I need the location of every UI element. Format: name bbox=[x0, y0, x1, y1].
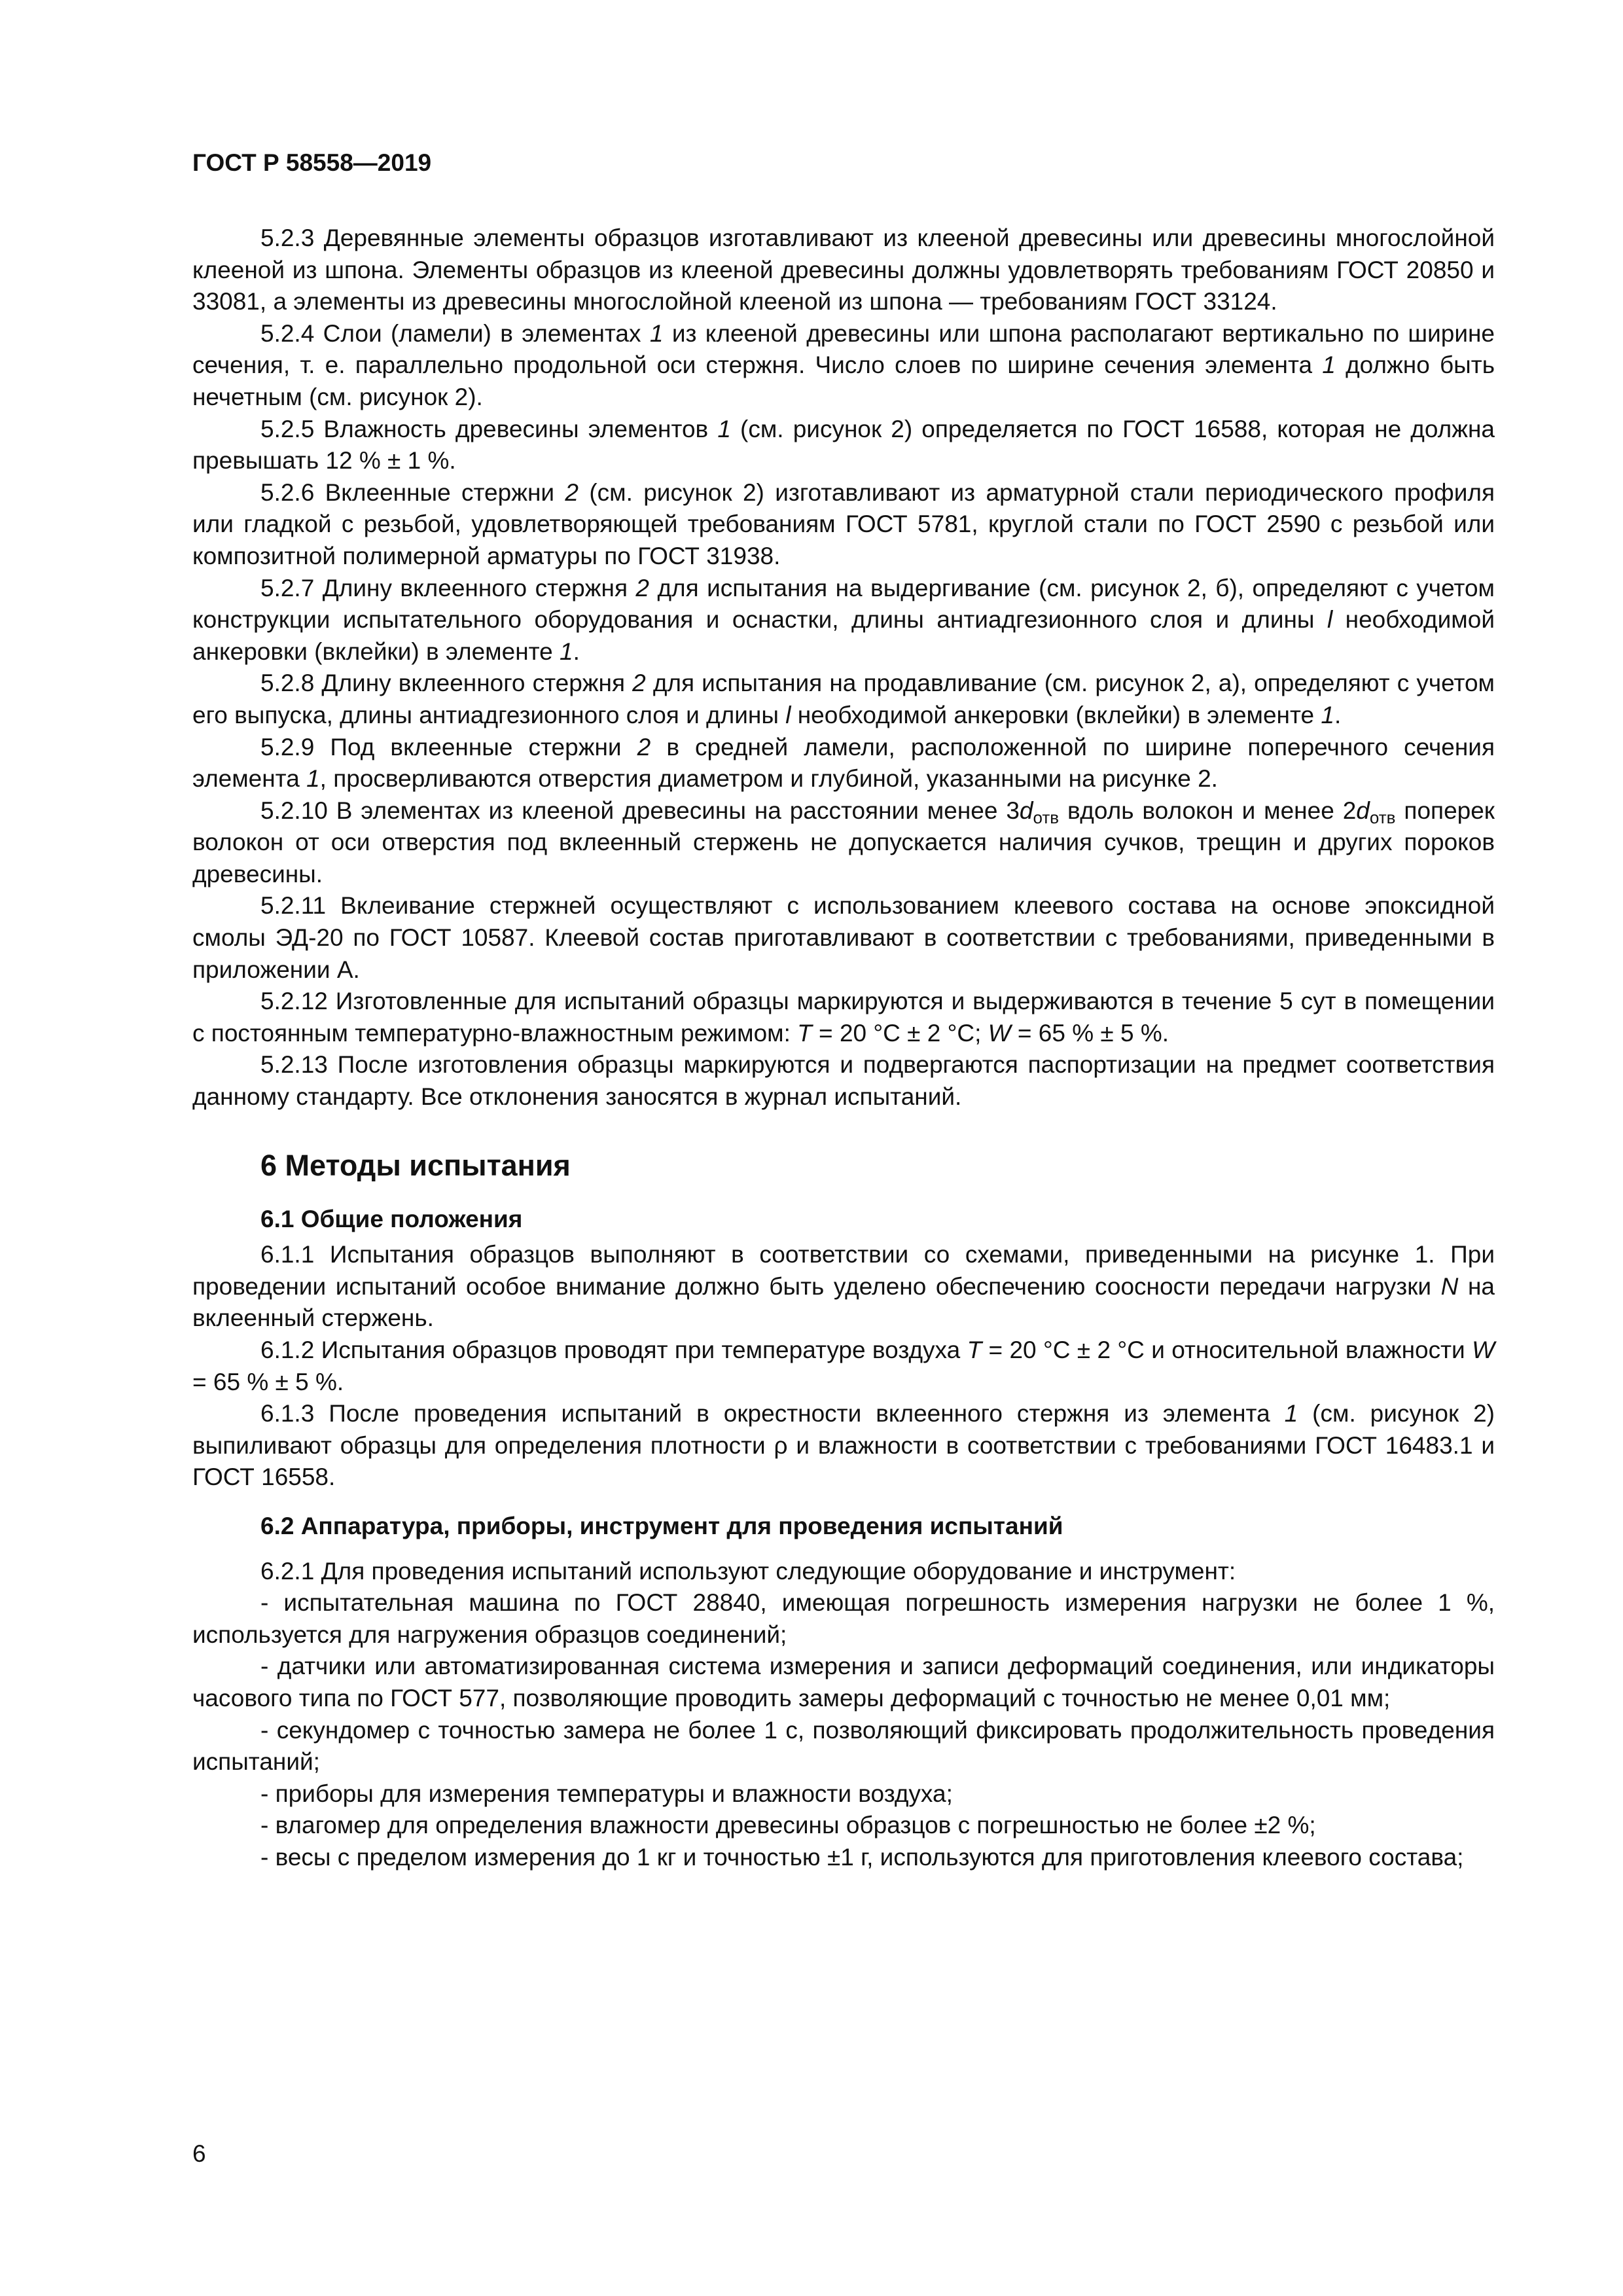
list-item: - датчики или автоматизированная система измерения и записи деформаций соединения, или индикаторы часового типа по ГОСТ 577, позволяющие проводить замеры деформаций с точностью не менее 0,01 мм; bbox=[192, 1653, 1495, 1712]
list-item: - испытательная машина по ГОСТ 28840, имеющая погрешность измерения нагрузки не более 1 %, используется для нагружения образцов соединений; bbox=[192, 1589, 1495, 1648]
clause-5-2-5: 5.2.5 Влажность древесины элементов 1 (см. рисунок 2) определяется по ГОСТ 16588, которая не должна превышать 12 % ± 1 %. bbox=[192, 415, 1495, 475]
list-item: - влагомер для определения влажности древесины образцов с погрешностью не более ±2 %; bbox=[260, 1812, 1316, 1839]
clause-5-2-11: 5.2.11 Вклеивание стержней осуществляют с использованием клеевого состава на основе эпоксидной смолы ЭД-20 по ГОСТ 10587. Клеевой состав приготавливают в соответствии с требованиями, приведенными в приложении А. bbox=[192, 892, 1495, 983]
clause-5-2-7: 5.2.7 Длину вклеенного стержня 2 для испытания на выдергивание (см. рисунок 2, б), определяют с учетом конструкции испытательного оборудования и оснастки, длины антиадгезионного слоя и длины l необходимой анкеровки (вклейки) в элементе 1. bbox=[192, 574, 1495, 665]
clause-6-1-2: 6.1.2 Испытания образцов проводят при температуре воздуха T = 20 °С ± 2 °С и относительной влажности W = 65 % ± 5 %. bbox=[192, 1336, 1495, 1395]
clause-5-2-8: 5.2.8 Длину вклеенного стержня 2 для испытания на продавливание (см. рисунок 2, а), определяют с учетом его выпуска, длины антиадгезионного слоя и длины l необходимой анкеровки (вклейки) в элементе 1. bbox=[192, 670, 1495, 728]
clause-5-2-9: 5.2.9 Под вклеенные стержни 2 в средней ламели, расположенной по ширине поперечного сечения элемента 1, просверливаются отверстия диаметром и глубиной, указанными на рисунке 2. bbox=[192, 733, 1495, 793]
document-body bbox=[192, 223, 1495, 1874]
clause-5-2-10: 5.2.10 В элементах из клееной древесины на расстоянии менее $3d_{отв}$ вдоль волокон и менее $2d_{отв}$ поперек волокон от оси отверстия под вклеенный стержень не допускается наличия сучков, трещин и других пороков древесины. bbox=[192, 797, 1495, 888]
clause-6-1-3: 6.1.3 После проведения испытаний в окрестности вклеенного стержня из элемента 1 (см. рисунок 2) выпиливают образцы для определения плотности ρ и влажности в соответствии с требованиями ГОСТ 16483.1 и ГОСТ 16558. bbox=[192, 1400, 1495, 1491]
clause-5-2-3: 5.2.3 Деревянные элементы образцов изготавливают из клееной древесины или древесины многослойной клееной из шпона. Элементы образцов из клееной древесины должны удовлетворять требованиям ГОСТ 20850 и 33081, а элементы из древесины многослойной клееной из шпона — требованиям ГОСТ 33124. bbox=[192, 224, 1495, 315]
page-number: 6 bbox=[192, 2140, 206, 2167]
clause-5-2-13: 5.2.13 После изготовления образцы маркируются и подвергаются паспортизации на предмет соответствия данному стандарту. Все отклонения заносятся в журнал испытаний. bbox=[192, 1051, 1495, 1111]
clause-5-2-6: 5.2.6 Вклеенные стержни 2 (см. рисунок 2) изготавливают из арматурной стали периодического профиля или гладкой с резьбой, удовлетворяющей требованиям ГОСТ 5781, круглой стали по ГОСТ 2590 с резьбой или композитной полимерной арматуры по ГОСТ 31938. bbox=[192, 478, 1495, 569]
subsection-6-2-heading: 6.2 Аппаратура, приборы, инструмент для проведения испытаний bbox=[260, 1512, 1063, 1539]
clause-5-2-12: 5.2.12 Изготовленные для испытаний образцы маркируются и выдерживаются в течение 5 сут в помещении с постоянным температурно-влажностным режимом: T = 20 °С ± 2 °С; W = 65 % ± 5 %. bbox=[192, 988, 1495, 1047]
section-6-heading: 6 Методы испытания bbox=[260, 1148, 571, 1182]
list-item: - весы с пределом измерения до 1 кг и точностью ±1 г, используются для приготовления клеевого состава; bbox=[260, 1843, 1464, 1871]
subsection-6-1-heading: 6.1 Общие положения bbox=[260, 1205, 523, 1232]
clause-5-2-4: 5.2.4 Слои (ламели) в элементах 1 из клееной древесины или шпона располагают вертикально по ширине сечения, т. е. параллельно продольной оси стержня. Число слоев по ширине сечения элемента 1 должно быть нечетным (см. рисунок 2). bbox=[192, 319, 1495, 410]
document-header: ГОСТ Р 58558—2019 bbox=[192, 149, 432, 176]
list-item: - приборы для измерения температуры и влажности воздуха; bbox=[260, 1780, 953, 1807]
clause-6-2-1: 6.2.1 Для проведения испытаний используют следующие оборудование и инструмент: bbox=[260, 1557, 1236, 1585]
clause-6-1-1: 6.1.1 Испытания образцов выполняют в соответствии со схемами, приведенными на рисунке 1. При проведении испытаний особое внимание должно быть уделено обеспечению соосности передачи нагрузки N на вклеенный стержень. bbox=[192, 1241, 1495, 1332]
list-item: - секундомер с точностью замера не более 1 с, позволяющий фиксировать продолжительность проведения испытаний; bbox=[192, 1716, 1495, 1776]
